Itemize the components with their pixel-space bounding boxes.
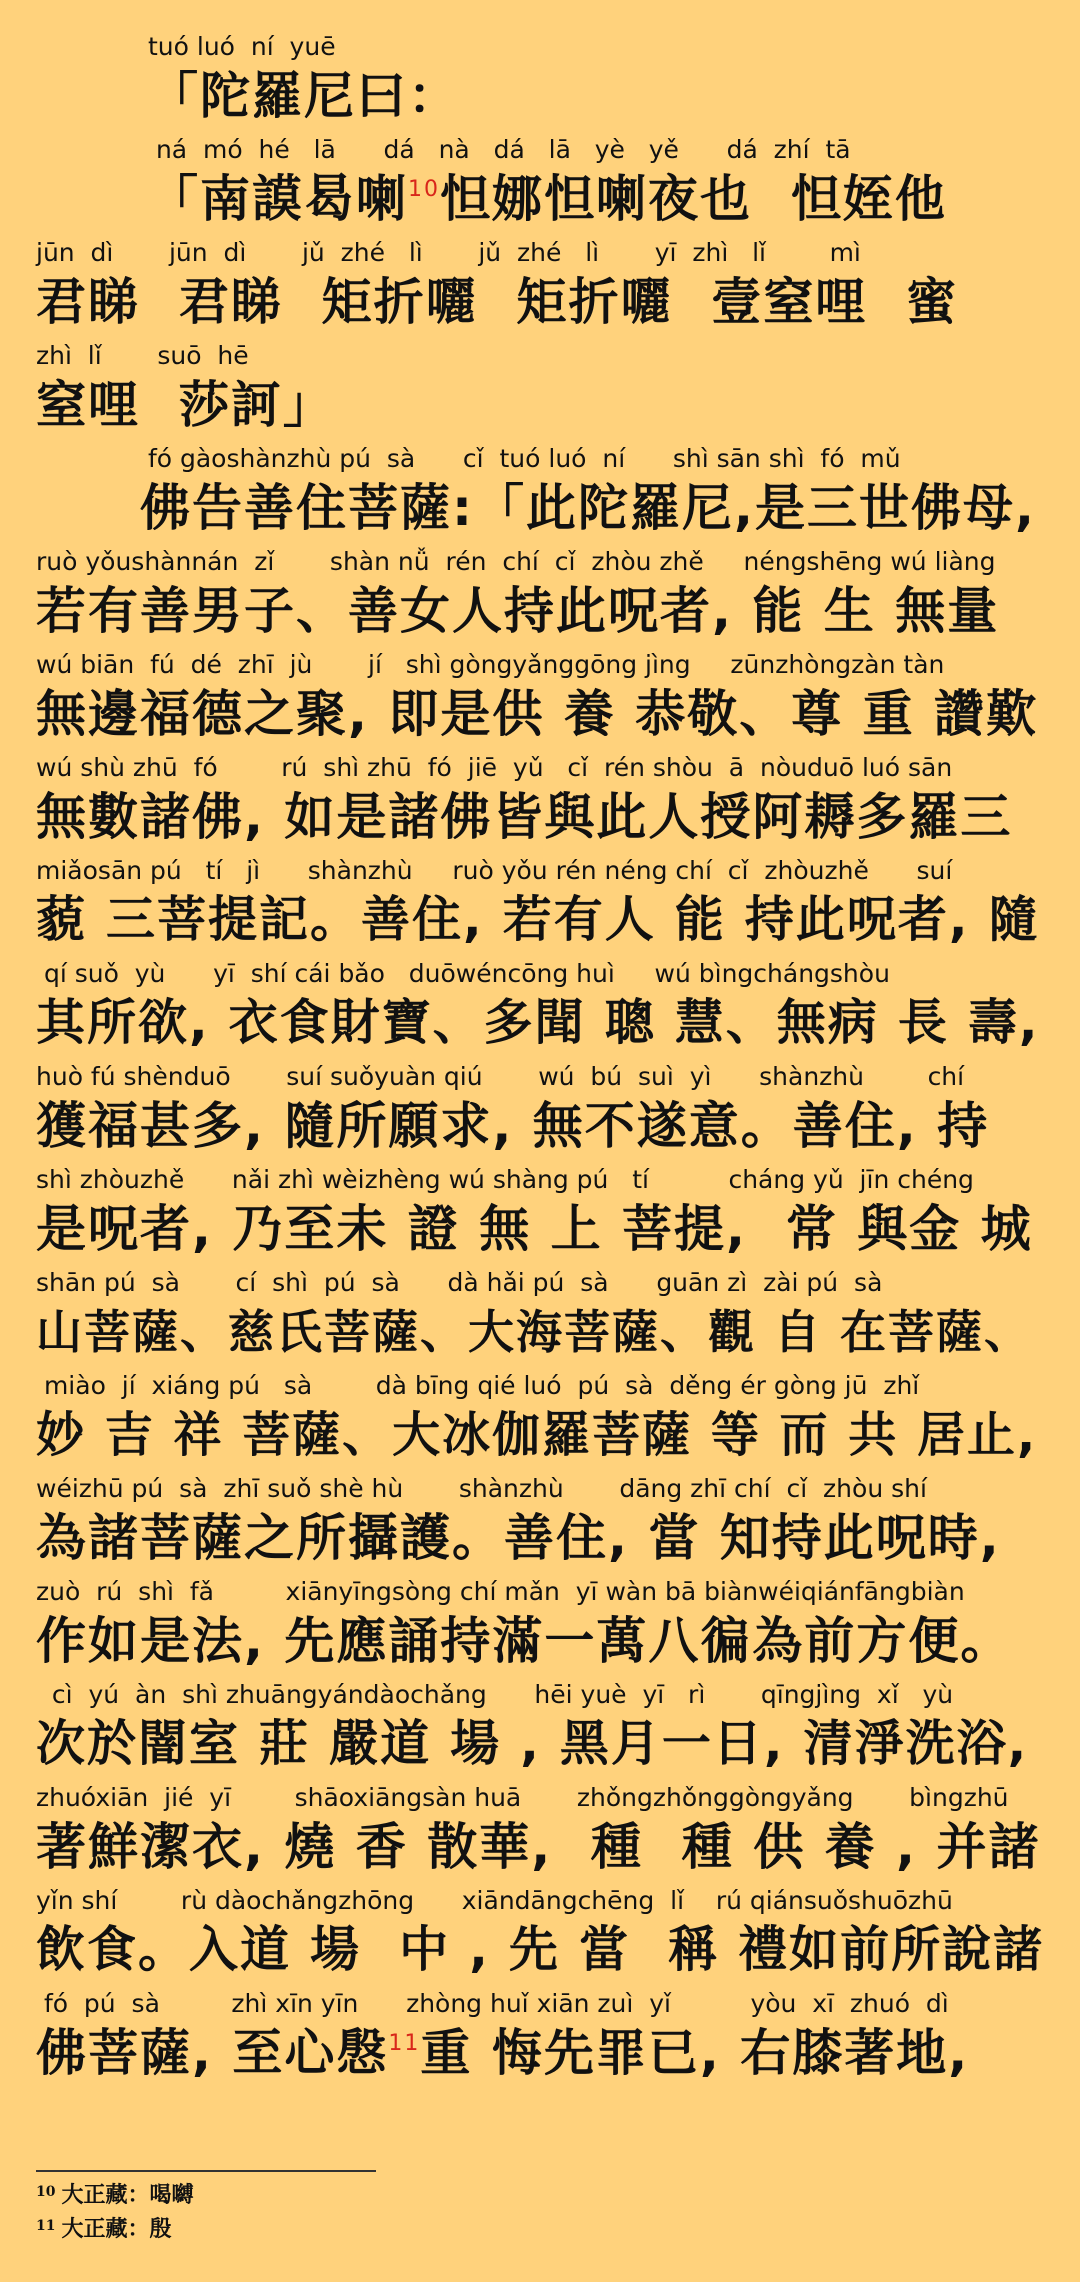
hanzi-row [36,1918,1046,1982]
pinyin-row: huò fú shènduō suí suǒyuàn qiú wú bú suì yì shànzhù chí [36,1062,965,1091]
text-line [36,1266,1046,1369]
hanzi-text: 無邊福德之聚, 即是供 養 恭敬、尊 重 讚歎 [36,685,1039,743]
hanzi-row [36,888,1046,952]
pinyin-row: miǎosān pú tí jì shànzhù ruò yǒu rén néng chí cǐ zhòuzhě suí [36,856,953,885]
hanzi-text: 怛娜怛喇夜也 怛姪他 [440,170,947,228]
pinyin-row: cì yú àn shì zhuāngyándàochǎng hēi yuè yī rì qīngjìng xǐ yù [36,1680,954,1709]
text-line [36,545,1046,648]
hanzi-row [148,167,1046,231]
hanzi-row [36,1506,1046,1570]
text-line [140,442,1046,545]
text-line [36,1575,1046,1678]
text-line [148,30,1046,133]
pinyin-row: shì zhòuzhě nǎi zhì wèizhèng wú shàng pú tí cháng yǔ jīn chéng [36,1165,974,1194]
text-line [36,1781,1046,1884]
pinyin-row: wú shù zhū fó rú shì zhū fó jiē yǔ cǐ rén shòu ā nòuduō luó sān [36,753,953,782]
hanzi-text: 佛菩薩, 至心慇 [36,2024,389,2082]
hanzi-row [36,1403,1046,1467]
text-line [36,1163,1046,1266]
pinyin-row: zhì lǐ suō hē [36,341,249,370]
hanzi-row [36,579,1046,643]
hanzi-text: 君睇 君睇 矩折囇 矩折囇 壹窒哩 蜜 [36,273,959,331]
hanzi-row [36,2021,1046,2085]
hanzi-row [36,1197,1046,1261]
hanzi-text: 「陀羅尼曰： [148,67,460,125]
hanzi-row [36,991,1046,1055]
hanzi-text: 重 悔先罪已, 右膝著地, [420,2024,970,2082]
hanzi-row [36,1712,1046,1776]
pinyin-row: zuò rú shì fǎ xiānyīngsòng chí mǎn yī wàn bā biànwéiqiánfāngbiàn [36,1577,965,1606]
hanzi-text: 次於闇室 莊 嚴道 場 , 黑月一日, 清淨洗浴, [36,1715,1029,1772]
pinyin-row: wéizhū pú sà zhī suǒ shè hù shànzhù dāng zhī chí cǐ zhòu shí [36,1474,927,1503]
footnote-number: 10 [36,2184,56,2200]
hanzi-row [140,476,1046,540]
pinyin-row: qí suǒ yù yī shí cái bǎo duōwéncōng huì wú bìngchángshòu [36,959,890,988]
hanzi-text: 妙 吉 祥 菩薩、大冰伽羅菩薩 等 而 共 居止, [36,1407,1038,1463]
footnote-ref[interactable]: 11 [388,2031,421,2056]
hanzi-text: 作如是法, 先應誦持滿一萬八徧為前方便。 [36,1612,1013,1670]
text-line [36,1884,1046,1987]
pinyin-row: wú biān fú dé zhī jù jí shì gòngyǎnggōng jìng zūnzhòngzàn tàn [36,650,945,679]
hanzi-row [36,270,1046,334]
hanzi-text: 獲福甚多, 隨所願求, 無不遂意。善住, 持 [36,1097,990,1155]
hanzi-text: 窒哩 莎訶」 [36,376,335,434]
pinyin-row: fó gàoshànzhù pú sà cǐ tuó luó ní shì sān shì fó mǔ [140,444,901,473]
hanzi-row [36,785,1046,849]
hanzi-text: 為諸菩薩之所攝護。善住, 當 知持此呪時, [36,1509,1001,1567]
pinyin-row: yǐn shí rù dàochǎngzhōng xiāndāngchēng lǐ rú qiánsuǒshuōzhū [36,1886,953,1915]
text-line [36,1678,1046,1781]
hanzi-row [148,64,1046,128]
text-line [36,1369,1046,1472]
hanzi-row [36,1815,1046,1879]
hanzi-text: 是呪者, 乃至未 證 無 上 菩提, 常 與金 城 [36,1200,1033,1258]
text-line [36,236,1046,339]
text-line [36,1987,1046,2090]
hanzi-row [36,1300,1046,1364]
footnote-10 [36,2180,194,2213]
text-line [36,854,1046,957]
hanzi-text: 「南謨曷喇 [148,170,408,228]
pinyin-row: ná mó hé lā dá nà dá lā yè yě dá zhí tā [148,135,851,164]
hanzi-row [36,373,1046,437]
footnote-11 [36,2214,172,2247]
pinyin-row: shān pú sà cí shì pú sà dà hǎi pú sà guān zì zài pú sà [36,1268,883,1297]
hanzi-row [36,682,1046,746]
footnote-ref[interactable]: 10 [408,177,440,202]
text-line [36,339,1046,442]
text-line [36,1472,1046,1575]
footnote-number: 11 [36,2218,56,2234]
hanzi-text: 藐 三菩提記。善住, 若有人 能 持此呪者, 隨 [36,891,1040,948]
hanzi-row [36,1094,1046,1158]
hanzi-text: 若有善男子、善女人持此呪者, 能 生 無量 [36,582,1000,640]
hanzi-text: 其所欲, 衣食財寶、多聞 聰 慧、無病 長 壽, [36,994,1040,1051]
footnote-text: 大正藏：殷 [61,2216,172,2242]
pinyin-row: tuó luó ní yuē [148,32,336,61]
text-line [36,957,1046,1060]
hanzi-text: 著鮮潔衣, 燒 香 散華, 種 種 供 養 , 并諸 [36,1818,1041,1876]
pinyin-row: ruò yǒushànnán zǐ shàn nǚ rén chí cǐ zhòu zhě néngshēng wú liàng [36,547,996,576]
footnote-divider [36,2170,376,2172]
text-line [36,1060,1046,1163]
text-line [36,751,1046,854]
hanzi-row [36,1609,1046,1673]
hanzi-text: 佛告善住菩薩:「此陀羅尼,是三世佛母, [140,479,1036,537]
hanzi-text: 飲食。入道 場 中 , 先 當 稱 禮如前所說諸 [36,1921,1045,1978]
text-line [36,648,1046,751]
text-line [148,133,1046,236]
pinyin-row: jūn dì jūn dì jǔ zhé lì jǔ zhé lì yī zhì lǐ mì [36,238,861,267]
pinyin-row: zhuóxiān jié yī shāoxiāngsàn huā zhǒngzhǒnggòngyǎng bìngzhū [36,1783,1009,1812]
hanzi-text: 無數諸佛, 如是諸佛皆與此人授阿耨多羅三 [36,788,1013,846]
hanzi-text: 山菩薩、慈氏菩薩、大海菩薩、觀 自 在菩薩、 [36,1305,1033,1359]
pinyin-row: miào jí xiáng pú sà dà bīng qié luó pú sà děng ér gòng jū zhǐ [36,1371,920,1400]
pinyin-row: fó pú sà zhì xīn yīn zhòng huǐ xiān zuì yǐ yòu xī zhuó dì [36,1989,949,2018]
footnote-text: 大正藏：喝嚩 [61,2182,194,2208]
